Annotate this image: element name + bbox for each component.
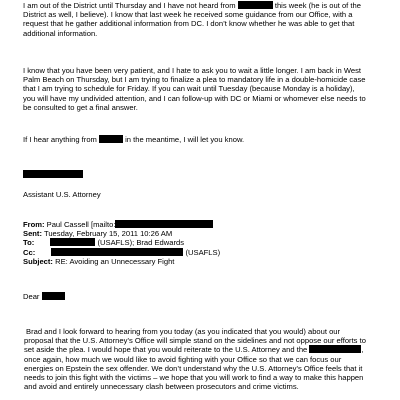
sent-value: Tuesday, February 15, 2011 10:26 AM <box>43 229 173 239</box>
redacted-recipient <box>50 238 95 246</box>
body-line-7: and avoid and entirely unnecessary clash between prosecutors and crime victims. <box>24 382 299 392</box>
hear-text-a: If I hear anything from <box>23 135 97 144</box>
intro-line-1b: this week (he is out of the <box>274 1 361 10</box>
signature-title: Assistant U.S. Attorney <box>23 190 101 199</box>
to-value: (USAFLS); Brad Edwards <box>97 238 185 248</box>
redacted-name <box>238 1 273 9</box>
body-line-3b: , <box>361 345 364 355</box>
header-subject <box>23 257 383 266</box>
from-label: From: <box>23 220 45 229</box>
subject-value: RE: Avoiding an Unnecessary Fight <box>55 256 175 266</box>
redacted-cc <box>51 248 183 256</box>
greeting <box>23 292 383 301</box>
body-line-6: needs to join this fight with the victims – we hope that you will work to find a way to make this happen <box>24 372 364 382</box>
redacted-signature-name <box>23 170 83 178</box>
intro-paragraph <box>23 1 383 38</box>
header-cc <box>23 248 383 257</box>
patience-line-3: that I am trying to schedule for Friday. If you can wait until Tuesday (because Monday is a holiday), <box>23 84 355 94</box>
body-paragraph <box>24 327 384 391</box>
patience-line-5: be consulted to get a final answer. <box>23 102 138 112</box>
patience-line-1: I know that you have been very patient, and I hate to ask you to wait a little longer. I am back in West <box>23 66 361 75</box>
body-line-3a: set aside the plea. I would hope that you would reiterate to the U.S. Attorney and the <box>24 345 308 355</box>
intro-line-3: request that he gather additional information from DC. I don’t know whether he was able to get that <box>23 19 355 29</box>
body-line-5: energies on Epstein the sex offender. We don’t understand why the U.S. Attorney’s Office feels that it <box>24 363 363 373</box>
header-to <box>23 238 383 247</box>
patience-line-2: Palm Beach on Thursday, but I am trying to finalize a plea to mandatory life in a double-homicide case <box>23 75 366 85</box>
from-value: Paul Cassell [mailto: <box>46 220 116 229</box>
redacted-name <box>309 345 364 355</box>
patience-paragraph <box>23 66 383 112</box>
intro-line-4: additional information. <box>23 28 98 38</box>
subject-label: Subject: <box>23 256 53 266</box>
greeting-dear: Dear <box>23 292 40 301</box>
intro-line-1a: I am out of the District until Thursday and I have not heard from <box>23 1 236 10</box>
hear-text-b: in the meantime, I will let you know. <box>125 135 245 144</box>
header-sent <box>23 229 383 238</box>
signature-block <box>23 190 383 199</box>
redacted-email <box>115 220 213 228</box>
body-line-4: once again, how much we would like to avoid fighting with your Office so that we can focus our <box>24 354 342 364</box>
header-from <box>23 220 383 229</box>
to-label: To: <box>23 238 35 248</box>
hear-paragraph <box>23 135 383 144</box>
body-line-2: proposal that the U.S. Attorney’s Office will simple stand on the sidelines and not oppose our efforts to <box>24 336 366 346</box>
redacted-name <box>99 135 123 143</box>
redacted-name <box>42 292 65 300</box>
intro-line-2: District as well, I believe). I know that last week he received some guidance from our Office, with a <box>23 10 353 20</box>
sent-label: Sent: <box>23 229 42 239</box>
email-header <box>23 220 383 266</box>
cc-value: (USAFLS) <box>185 247 221 257</box>
body-line-1: Brad and I look forward to hearing from you today (as you indicated that you would) about our <box>26 327 341 336</box>
patience-line-4: you will have my undivided attention, and I can follow-up with DC or Miami or whomever else needs to <box>23 93 366 103</box>
cc-label: Cc: <box>23 247 36 257</box>
